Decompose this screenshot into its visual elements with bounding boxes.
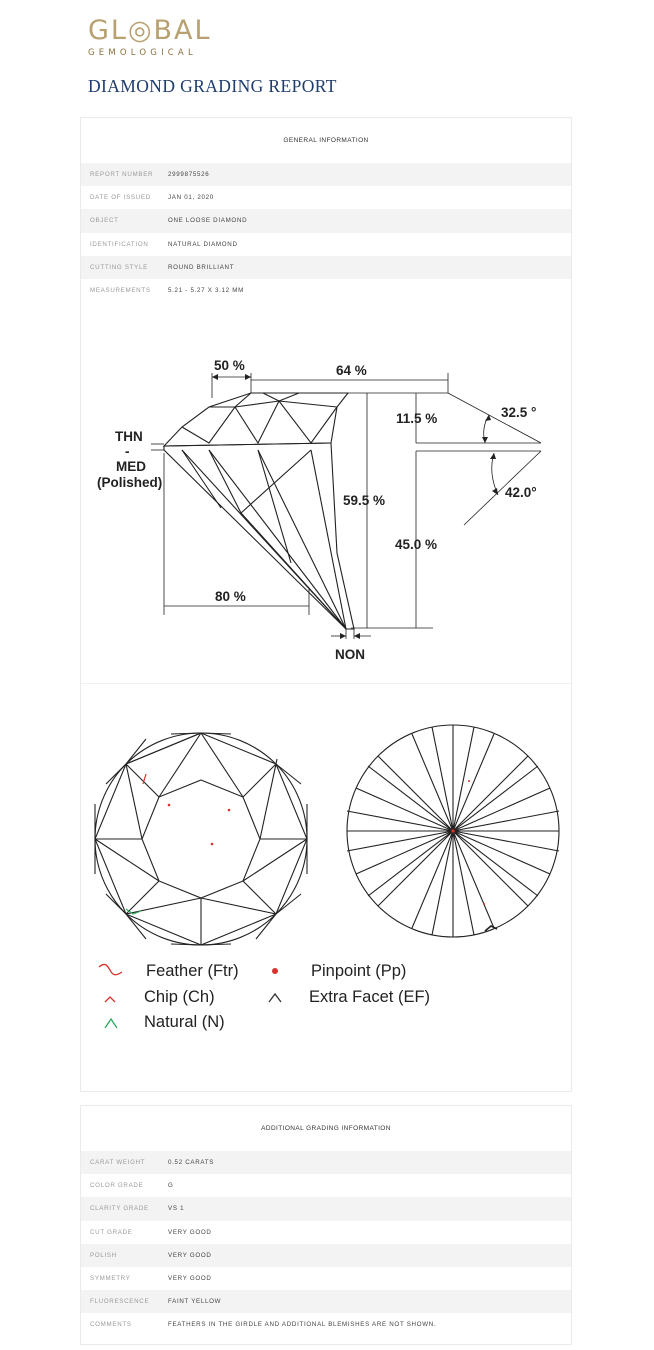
- info-value: 5.21 - 5.27 X 3.12 MM: [168, 287, 244, 295]
- legend-natural-label: Natural (N): [144, 1013, 225, 1031]
- legend-chip-label: Chip (Ch): [144, 988, 215, 1006]
- girdle-separator: -: [125, 444, 130, 459]
- info-row: [81, 1290, 571, 1313]
- info-label: SYMMETRY: [90, 1275, 131, 1283]
- girdle-med-label: MED: [116, 459, 146, 474]
- pinpoint-mark: [483, 903, 485, 905]
- crown-outline: [164, 393, 348, 446]
- info-row: [81, 279, 571, 302]
- table-facet: [142, 780, 260, 898]
- extra-facet-icon: [269, 994, 281, 1002]
- pinpoint-mark: [168, 804, 171, 807]
- legend: [99, 962, 430, 1031]
- additional-grading-table: [81, 1151, 571, 1337]
- culet-label: NON: [335, 647, 365, 662]
- info-label: CLARITY GRADE: [90, 1205, 149, 1213]
- clarity-plot-drawing: [81, 684, 571, 1094]
- info-row: [81, 1151, 571, 1174]
- table-label: 64 %: [336, 363, 367, 378]
- info-value: ONE LOOSE DIAMOND: [168, 217, 248, 225]
- feather-icon: [99, 964, 122, 974]
- total-depth-label: 59.5 %: [343, 493, 386, 508]
- pavilion-angle-label: 42.0°: [505, 485, 537, 500]
- diamond-profile-drawing: [81, 303, 571, 683]
- pinpoint-mark: [451, 829, 454, 832]
- info-label: DATE OF ISSUED: [90, 194, 151, 202]
- crown-angle-label: 32.5 °: [501, 405, 537, 420]
- arrowhead: [492, 488, 498, 495]
- proportions-diagram: [81, 303, 571, 683]
- info-value: FEATHERS IN THE GIRDLE AND ADDITIONAL BLEMISHES ARE NOT SHOWN.: [168, 1321, 437, 1329]
- legend-pinpoint-label: Pinpoint (Pp): [311, 962, 407, 980]
- info-row: [81, 1267, 571, 1290]
- info-label: REPORT NUMBER: [90, 171, 154, 179]
- pinpoint-icon: [272, 968, 278, 974]
- info-value: VERY GOOD: [168, 1275, 212, 1283]
- pinpoint-mark: [468, 780, 470, 782]
- additional-grading-card: [80, 1105, 572, 1345]
- arrowhead: [490, 453, 496, 459]
- arrowhead: [354, 633, 360, 639]
- info-row: [81, 163, 571, 186]
- arrowhead: [212, 374, 218, 380]
- logo-subtitle: GEMOLOGICAL: [88, 48, 197, 58]
- info-value: ROUND BRILLIANT: [168, 263, 235, 271]
- pavilion-depth-label: 45.0 %: [395, 537, 438, 552]
- crown-facet-lines: [209, 401, 337, 407]
- general-information-table: [81, 163, 571, 302]
- logo-wordmark: GL◎BAL: [88, 15, 212, 46]
- crown-facet-lines: [235, 401, 337, 443]
- info-row: [81, 186, 571, 209]
- lower-half-label: 80 %: [215, 589, 246, 604]
- additional-grading-title: ADDITIONAL GRADING INFORMATION: [261, 1125, 391, 1132]
- info-value: 2999875526: [168, 171, 210, 179]
- arrowhead: [340, 633, 346, 639]
- info-value: FAINT YELLOW: [168, 1298, 222, 1306]
- info-row: [81, 256, 571, 279]
- pinpoint-mark: [211, 843, 214, 846]
- info-value: VS 1: [168, 1205, 185, 1213]
- report-title: DIAMOND GRADING REPORT: [88, 76, 337, 96]
- crown-facet-lines: [263, 393, 299, 401]
- girdle-thin-label: THN: [115, 429, 143, 444]
- arrowhead: [482, 437, 488, 443]
- diamond-profile-outline: [164, 393, 354, 629]
- info-label: CUT GRADE: [90, 1228, 133, 1236]
- crown-star-facets: [95, 733, 307, 945]
- natural-icon: [105, 1019, 117, 1028]
- crown-view-plot: [95, 733, 307, 945]
- info-label: IDENTIFICATION: [90, 240, 149, 248]
- info-label: MEASUREMENTS: [90, 287, 151, 295]
- info-value: NATURAL DIAMOND: [168, 240, 238, 248]
- proportion-labels: [97, 358, 537, 662]
- pinpoint-mark: [228, 809, 231, 812]
- info-value: 0.52 CARATS: [168, 1159, 215, 1167]
- info-value: VERY GOOD: [168, 1228, 212, 1236]
- pavilion-outline: [164, 443, 354, 629]
- info-row: [81, 1174, 571, 1197]
- pavilion-facet-lines: [182, 450, 291, 563]
- info-value: G: [168, 1182, 174, 1190]
- legend-extra-facet-label: Extra Facet (EF): [309, 988, 431, 1006]
- company-logo: [88, 16, 238, 60]
- crown-height-label: 11.5 %: [396, 411, 438, 426]
- star-length-label: 50 %: [214, 358, 245, 373]
- info-value: VERY GOOD: [168, 1251, 212, 1259]
- info-label: POLISH: [90, 1251, 117, 1259]
- info-row: [81, 1313, 571, 1336]
- info-row: [81, 1221, 571, 1244]
- info-row: [81, 1244, 571, 1267]
- crown-facet-lines: [182, 393, 251, 443]
- chip-icon: [105, 997, 115, 1002]
- info-label: CARAT WEIGHT: [90, 1159, 146, 1167]
- info-label: COMMENTS: [90, 1321, 132, 1329]
- info-label: FLUORESCENCE: [90, 1298, 150, 1306]
- info-label: CUTTING STYLE: [90, 263, 148, 271]
- info-label: OBJECT: [90, 217, 119, 225]
- girdle-line: [164, 443, 331, 446]
- clarity-plot-section: [81, 683, 571, 1093]
- info-label: COLOR GRADE: [90, 1182, 144, 1190]
- info-value: JAN 01, 2020: [168, 194, 214, 202]
- arrowhead: [245, 374, 251, 380]
- info-row: [81, 233, 571, 256]
- legend-feather-label: Feather (Ftr): [146, 962, 239, 980]
- info-row: [81, 1197, 571, 1220]
- girdle-finish-label: (Polished): [97, 475, 163, 490]
- general-information-card: [80, 117, 572, 1092]
- general-information-title: GENERAL INFORMATION: [283, 137, 369, 144]
- info-row: [81, 209, 571, 232]
